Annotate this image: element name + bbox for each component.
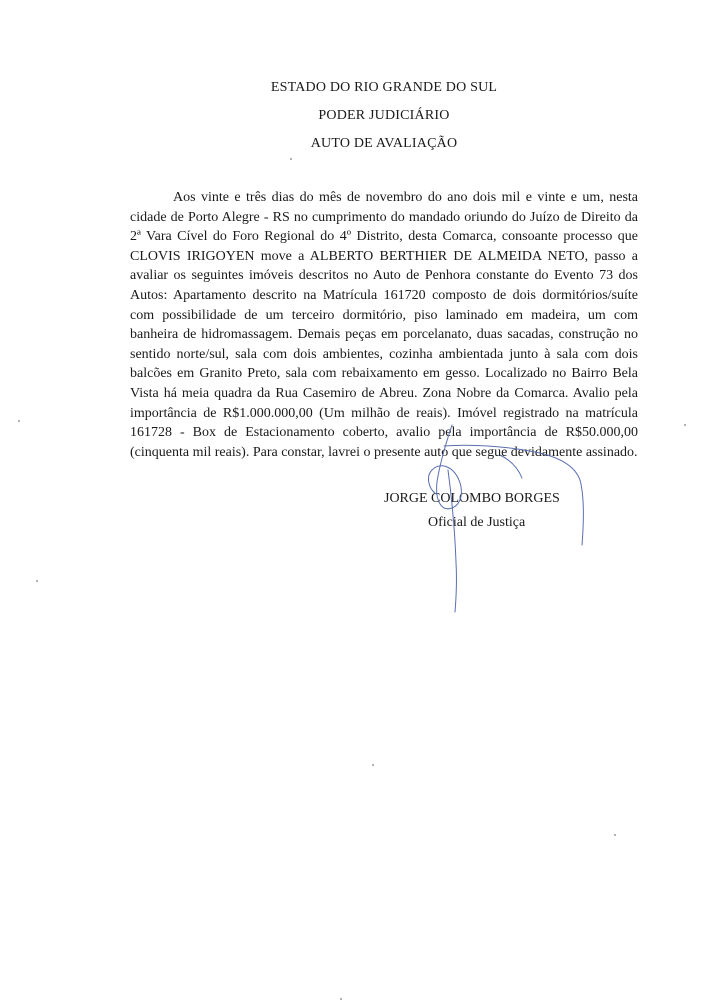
scan-speck [290,158,292,160]
header-state: ESTADO DO RIO GRANDE DO SUL [270,80,498,95]
document-title: AUTO DE AVALIAÇÃO [310,136,458,151]
signatory-role: Oficial de Justiça [428,515,526,530]
scan-speck [614,834,616,836]
signatory-name: JORGE COLOMBO BORGES [384,491,560,506]
scan-speck [684,424,686,426]
scan-speck [36,580,38,582]
header-judiciary: PODER JUDICIÁRIO [318,108,450,123]
body-paragraph: Aos vinte e três dias do mês de novembro do ano dois mil e vinte e um, nesta cidade de Porto Alegre - RS no cumprimento do mandado oriundo do Juízo de Direito da 2ª Vara Cível do Foro Regional do 4º Distrito, desta Comarca, consoante processo que CLOVIS IRIGOYEN move a ALBERTO BERTHIER DE ALMEIDA NETO, passo a avaliar os seguintes imóveis descritos no Auto de Penhora constante do Evento 73 dos Autos: Apartamento descrito na Matrícula 161720 composto de dois dormitórios/suíte com possibilidade de um terceiro dormitório, piso laminado em madeira, um com banheira de hidromassagem. Demais peças em porcelanato, duas sacadas, construção no sentido norte/sul, sala com dois ambientes, cozinha ambientada junto à sala com dois balcões em Granito Preto, sala com rebaixamento em gesso. Localizado no Bairro Bela Vista há meia quadra da Rua Casemiro de Abreu. Zona Nobre da Comarca. Avalio pela importância de R$1.000.000,00 (Um milhão de reais). Imóvel registrado na matrícula 161728 - Box de Estacionamento coberto, avalio pela importância de R$50.000,00 (cinquenta mil reais). Para constar, lavrei o presente auto que segue devidamente assinado. [130,190,638,460]
scan-speck [372,764,374,766]
scan-speck [18,420,20,422]
